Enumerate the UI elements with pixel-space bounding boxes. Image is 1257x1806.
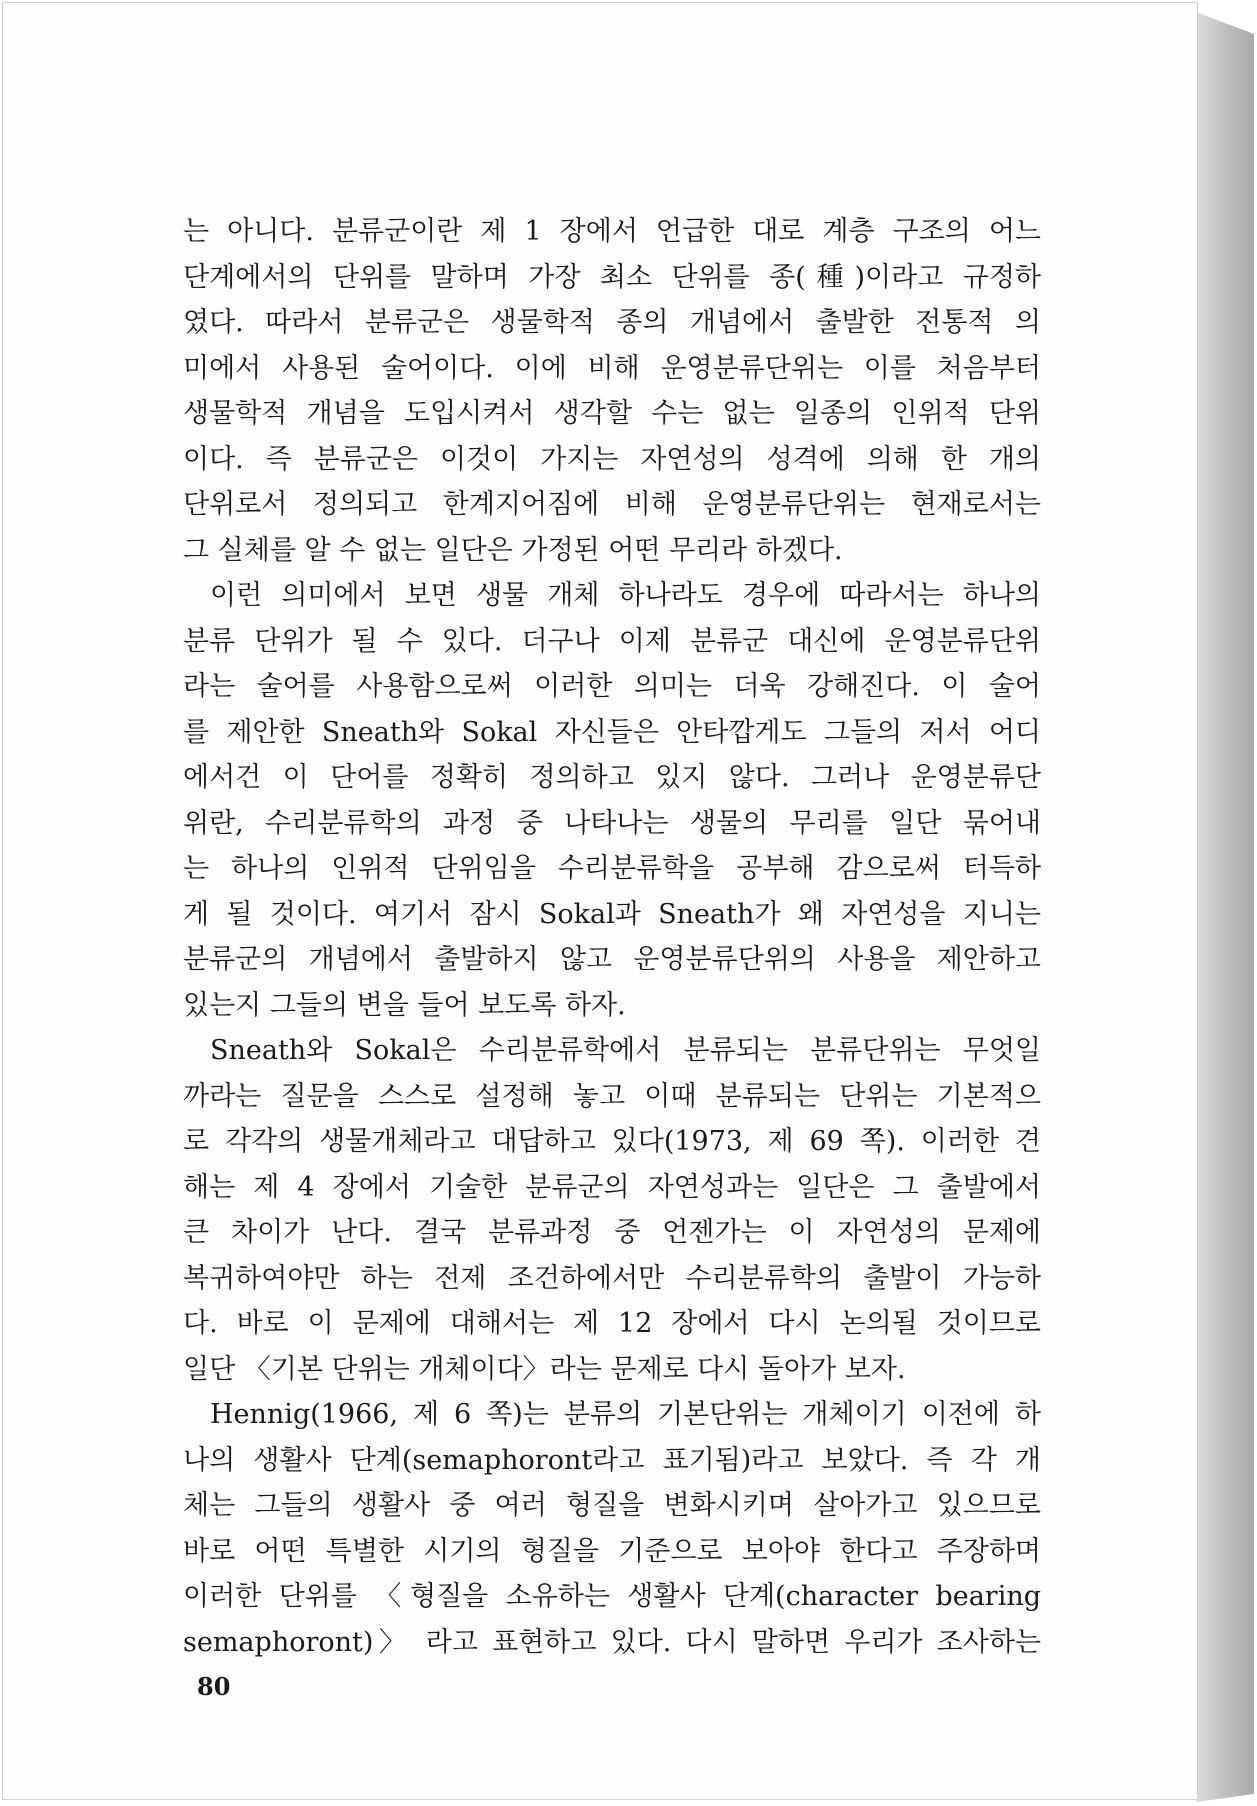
text-line: 다. 바로 이 문제에 대해서는 제 12 장에서 다시 논의될 것이므로 — [183, 1308, 1041, 1339]
book-page — [2, 2, 1198, 1800]
text-line: 일단 〈기본 단위는 개체이다〉라는 문제로 다시 돌아가 보자. — [183, 1353, 906, 1385]
text-line: 그 실체를 알 수 없는 일단은 가정된 어떤 무리라 하겠다. — [183, 534, 843, 566]
text-line: 큰 차이가 난다. 결국 분류과정 중 언젠가는 이 자연성의 문제에 — [183, 1217, 1041, 1248]
body-text — [183, 209, 1041, 1665]
text-line: 였다. 따라서 분류군은 생물학적 종의 개념에서 출발한 전통적 의 — [183, 307, 1041, 338]
text-line: 단계에서의 단위를 말하며 가장 최소 단위를 종(種)이라고 규정하 — [183, 261, 1041, 293]
text-line: 해는 제 4 장에서 기술한 분류군의 자연성과는 일단은 그 출발에서 — [183, 1171, 1041, 1203]
text-line: 이러한 단위를 〈형질을 소유하는 생활사 단계(character bearing — [183, 1581, 1041, 1612]
text-line: Sneath와 Sokal은 수리분류학에서 분류되는 분류단위는 무엇일 — [210, 1035, 1041, 1066]
text-line: 있는지 그들의 변을 들어 보도록 하자. — [183, 989, 626, 1021]
text-line: 체는 그들의 생활사 중 여러 형질을 변화시키며 살아가고 있으므로 — [183, 1490, 1041, 1521]
text-line: 바로 어떤 특별한 시기의 형질을 기준으로 보아야 한다고 주장하며 — [183, 1535, 1041, 1567]
text-line: 복귀하여야만 하는 전제 조건하에서만 수리분류학의 출발이 가능하 — [183, 1262, 1041, 1294]
text-line: 는 아니다. 분류군이란 제 1 장에서 언급한 대로 계층 구조의 어느 — [183, 216, 1041, 247]
text-line: 에서건 이 단어를 정확히 정의하고 있지 않다. 그러나 운영분류단 — [183, 762, 1041, 793]
text-line: 까라는 질문을 스스로 설정해 놓고 이때 분류되는 단위는 기본적으 — [183, 1080, 1041, 1112]
text-line: 이런 의미에서 보면 생물 개체 하나라도 경우에 따라서는 하나의 — [210, 580, 1041, 611]
text-line: 위란, 수리분류학의 과정 중 나타나는 생물의 무리를 일단 묶어내 — [183, 807, 1041, 839]
text-line: 는 하나의 인위적 단위임을 수리분류학을 공부해 감으로써 터득하 — [183, 853, 1041, 884]
book-page-edges — [1196, 12, 1254, 1802]
text-line: 를 제안한 Sneath와 Sokal 자신들은 안타깝게도 그들의 저서 어디 — [183, 716, 1041, 748]
text-line: 분류군의 개념에서 출발하지 않고 운영분류단위의 사용을 제안하고 — [183, 944, 1041, 975]
text-line: 이다. 즉 분류군은 이것이 가지는 자연성의 성격에 의해 한 개의 — [183, 443, 1041, 475]
text-line: 생물학적 개념을 도입시켜서 생각할 수는 없는 일종의 인위적 단위 — [183, 398, 1041, 429]
text-line: 나의 생활사 단계(semaphoront라고 표기됨)라고 보았다. 즉 각 개 — [183, 1444, 1041, 1476]
text-line: 게 될 것이다. 여기서 잠시 Sokal과 Sneath가 왜 자연성을 지니는 — [183, 898, 1041, 930]
text-line: 미에서 사용된 술어이다. 이에 비해 운영분류단위는 이를 처음부터 — [183, 352, 1041, 384]
page-number: 80 — [197, 1672, 231, 1701]
text-line: 분류 단위가 될 수 있다. 더구나 이제 분류군 대신에 운영분류단위 — [183, 625, 1041, 657]
text-line: 로 각각의 생물개체라고 대답하고 있다(1973, 제 69 쪽). 이러한 견 — [183, 1126, 1041, 1157]
text-line: Hennig(1966, 제 6 쪽)는 분류의 기본단위는 개체이기 이전에 하 — [210, 1399, 1041, 1430]
text-line: semaphoront)〉 라고 표현하고 있다. 다시 말하면 우리가 조사하는 — [183, 1626, 1041, 1658]
text-line: 단위로서 정의되고 한계지어짐에 비해 운영분류단위는 현재로서는 — [183, 489, 1041, 520]
text-line: 라는 술어를 사용함으로써 이러한 의미는 더욱 강해진다. 이 술어 — [183, 671, 1041, 702]
